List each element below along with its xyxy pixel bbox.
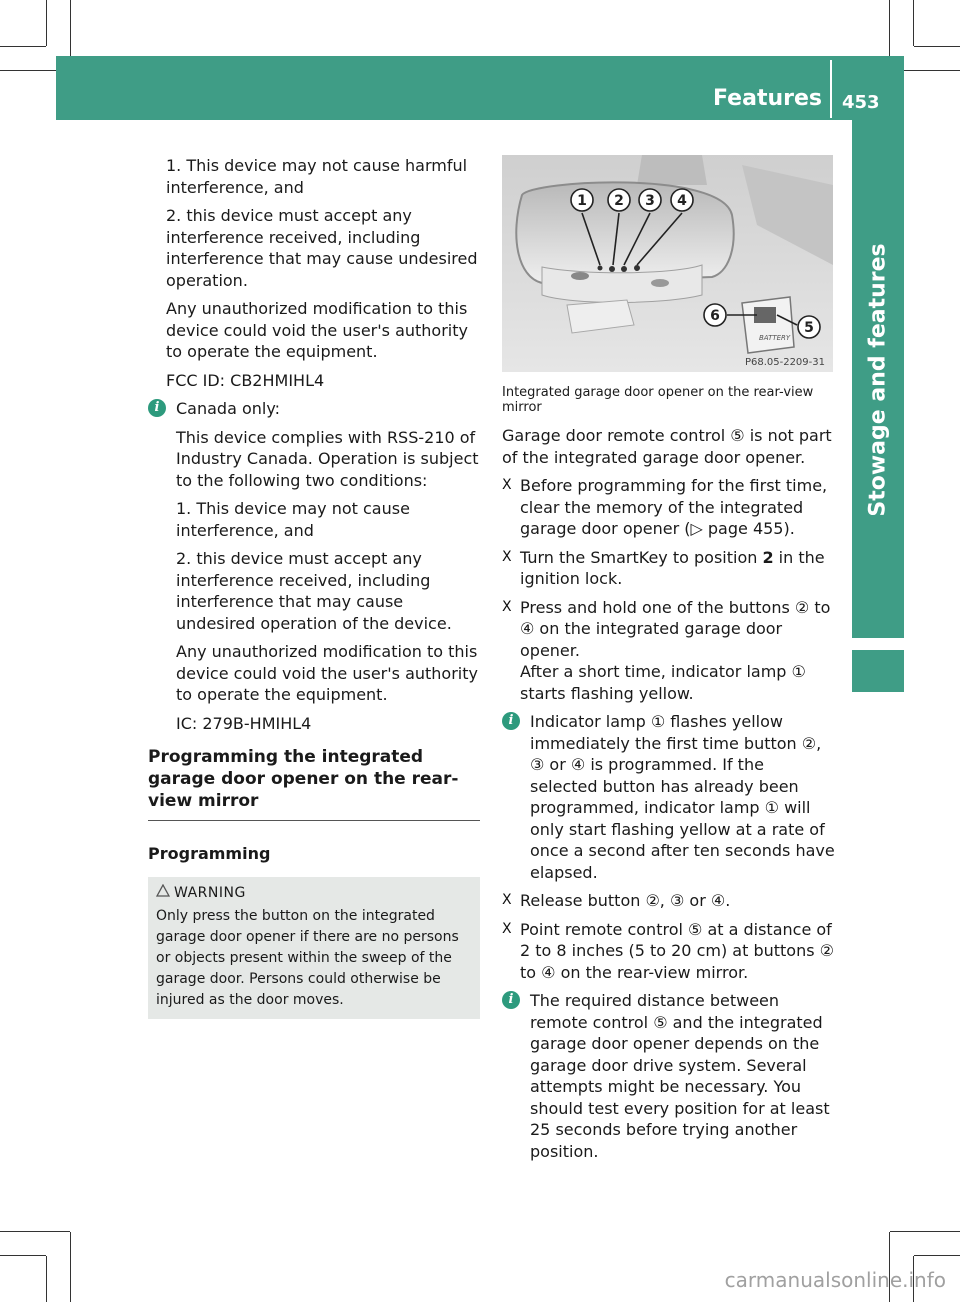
mirror-illustration bbox=[502, 155, 833, 372]
callout-label: 5 bbox=[804, 320, 814, 336]
step-marker: X bbox=[502, 920, 512, 937]
section-heading: Programming the integrated garage door opener on the rear-view mirror bbox=[148, 746, 480, 821]
step-item bbox=[502, 475, 836, 540]
crop-mark bbox=[46, 0, 47, 46]
right-column bbox=[502, 385, 836, 1169]
left-column bbox=[148, 155, 480, 1019]
figure-caption: Integrated garage door opener on the rear-view mirror bbox=[502, 385, 814, 415]
step-marker: X bbox=[502, 598, 512, 615]
step-result: After a short time, indicator lamp ① starts flashing yellow. bbox=[520, 662, 806, 703]
step-text-bold: 2 bbox=[762, 547, 774, 567]
info-text: This device complies with RSS-210 of Industry Canada. Operation is subject to the following two conditions: bbox=[176, 427, 479, 490]
section-title: Features bbox=[713, 86, 822, 111]
paragraph: FCC ID: CB2HMIHL4 bbox=[166, 370, 325, 390]
subsection-heading: Programming bbox=[148, 844, 271, 863]
step-marker: X bbox=[502, 548, 512, 565]
callout-label: 6 bbox=[710, 308, 720, 324]
callout-label: 3 bbox=[645, 193, 655, 209]
crop-mark bbox=[0, 1231, 70, 1232]
step-marker: X bbox=[502, 477, 512, 493]
paragraph: Any unauthorized modification to this device could void the user's authority to operate the equipment. bbox=[166, 299, 468, 361]
info-text: 1. This device may not cause interference, and bbox=[176, 499, 410, 540]
step-item bbox=[502, 919, 836, 984]
warning-triangle-icon bbox=[156, 883, 174, 904]
info-note bbox=[502, 990, 836, 1162]
warning-label: WARNING bbox=[174, 884, 246, 901]
crop-mark bbox=[914, 1255, 960, 1256]
info-icon: i bbox=[148, 399, 166, 417]
info-note bbox=[502, 711, 836, 883]
paragraph: 2. this device must accept any interference received, including interference that may cause undesired operation. bbox=[166, 206, 478, 290]
figure-code: P68.05-2209-31 bbox=[744, 357, 825, 368]
callout-label: 2 bbox=[614, 193, 624, 209]
warning-text: Only press the button on the integrated garage door opener if there are no persons or objects present within the sweep of the garage door. Persons could otherwise be injured as the door moves. bbox=[156, 907, 459, 1008]
crop-mark bbox=[913, 0, 914, 46]
header-divider bbox=[830, 60, 832, 118]
step-item bbox=[502, 890, 836, 912]
crop-mark bbox=[0, 46, 46, 47]
side-tab-label: Stowage and features bbox=[865, 243, 891, 517]
info-icon: i bbox=[502, 991, 520, 1009]
paragraph: Garage door remote control ⑤ is not part of the integrated garage door opener. bbox=[502, 426, 832, 467]
callout-label: 1 bbox=[577, 193, 587, 209]
info-text: The required distance between remote control ⑤ and the integrated garage door opener depends on the garage door drive system. Several attempts might be necessary. You should test every position for at least 25 seconds before trying another position. bbox=[530, 991, 830, 1161]
watermark: carmanualsonline.info bbox=[724, 1268, 946, 1292]
step-text: Press and hold one of the buttons ② to ④ on the integrated garage door opener. bbox=[520, 597, 831, 660]
step-item bbox=[502, 547, 836, 590]
paragraph: 1. This device may not cause harmful interference, and bbox=[166, 156, 468, 197]
callout-label: 4 bbox=[677, 193, 687, 209]
step-text: Turn the SmartKey to position bbox=[520, 547, 763, 567]
step-item bbox=[502, 597, 836, 705]
warning-box bbox=[148, 877, 480, 1019]
crop-mark bbox=[46, 1256, 47, 1302]
rear-view-mirror-figure bbox=[502, 155, 833, 372]
step-text: Before programming for the first time, clear the memory of the integrated garage door opener (▷ page 455). bbox=[520, 476, 828, 538]
info-text: Any unauthorized modification to this device could void the user's authority to operate the equipment. bbox=[176, 642, 478, 704]
info-text: 2. this device must accept any interference received, including interference that may cause undesired operation of the device. bbox=[176, 549, 452, 633]
crop-mark bbox=[70, 1232, 71, 1302]
crop-mark bbox=[0, 1255, 46, 1256]
page-number: 453 bbox=[842, 92, 880, 113]
crop-mark bbox=[890, 1231, 960, 1232]
info-text: IC: 279B-HMIHL4 bbox=[176, 713, 312, 733]
info-icon: i bbox=[502, 712, 520, 730]
info-note bbox=[148, 398, 480, 734]
step-text: Release button ②, ③ or ④. bbox=[520, 891, 731, 910]
battery-label: BATTERY bbox=[759, 334, 791, 342]
side-tab-marker bbox=[852, 650, 904, 692]
step-marker: X bbox=[502, 892, 512, 908]
step-text: Point remote control ⑤ at a distance of 2 to 8 inches (5 to 20 cm) at buttons ② to ④ on the rear-view mirror. bbox=[520, 919, 834, 982]
crop-mark bbox=[914, 46, 960, 47]
step-text: in the ignition lock. bbox=[520, 547, 825, 588]
info-text: Canada only: bbox=[176, 399, 281, 418]
warning-title bbox=[156, 883, 472, 904]
info-text: Indicator lamp ① flashes yellow immediately the first time button ②, ③ or ④ is programmed. If the selected button has already been programmed, indicator lamp ① will only start flashing yellow at a rate of once a second after ten seconds have elapsed. bbox=[530, 712, 835, 882]
